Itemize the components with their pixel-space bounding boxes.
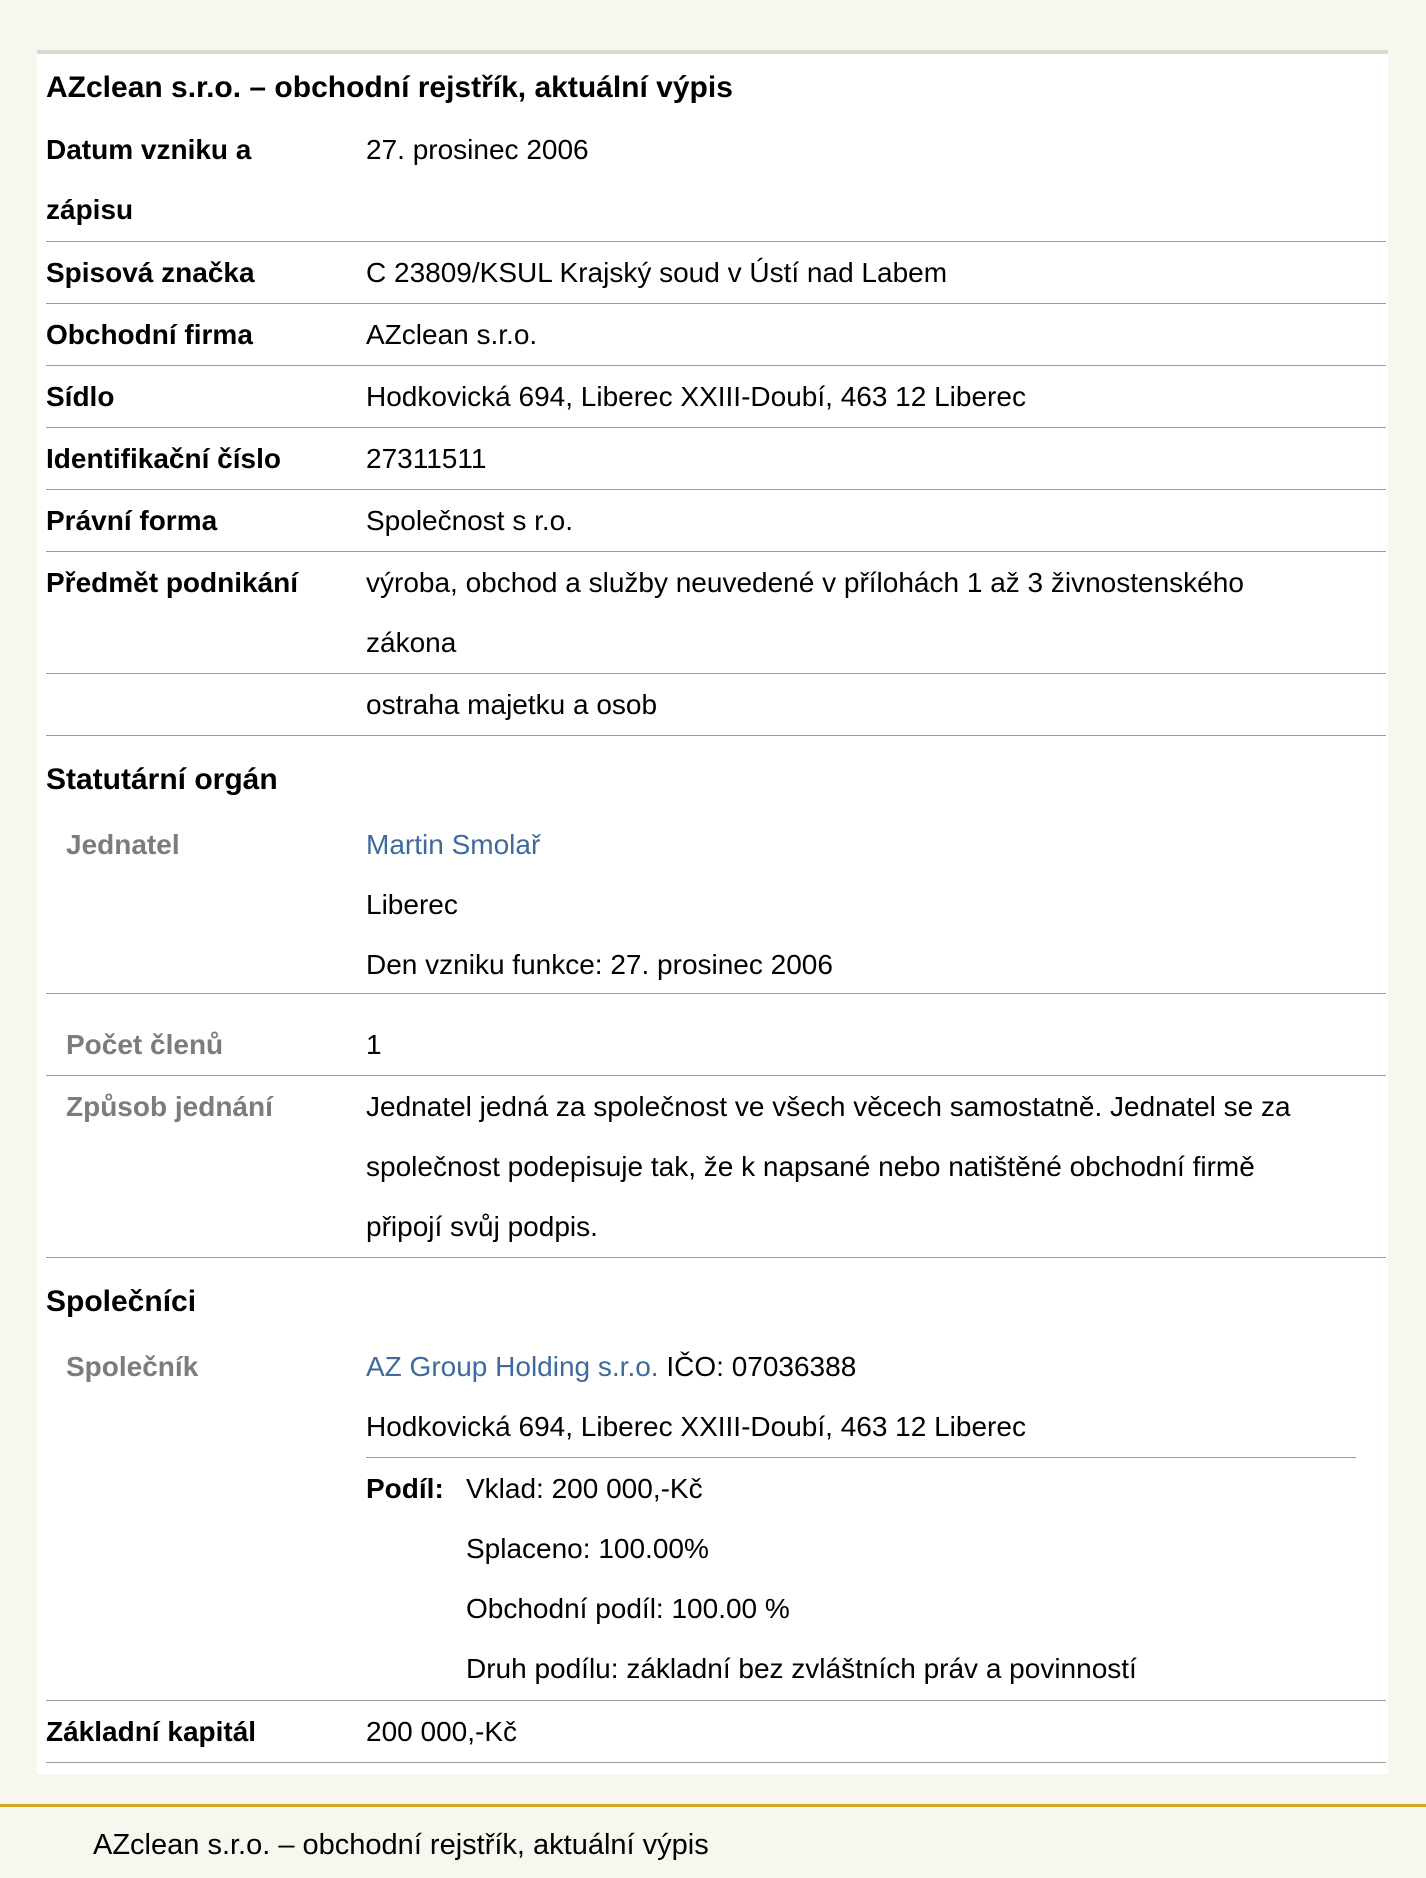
divider-podil: [366, 1457, 1356, 1458]
label-pravni-forma: Právní forma: [46, 505, 218, 536]
divider: [46, 993, 1386, 994]
label-sidlo: Sídlo: [46, 381, 115, 412]
link-jednatel-name[interactable]: Martin Smolař: [366, 829, 541, 860]
value-spisova-znacka: C 23809/KSUL Krajský soud v Ústí nad Labem: [366, 257, 948, 288]
divider: [46, 735, 1386, 736]
label-zpusob-jednani: Způsob jednání: [66, 1091, 273, 1122]
value-vklad: Vklad: 200 000,-Kč: [466, 1473, 703, 1504]
value-zpusob-1: Jednatel jedná za společnost ve všech věcech samostatně. Jednatel se za: [366, 1091, 1291, 1122]
value-splaceno: Splaceno: 100.00%: [466, 1533, 709, 1564]
value-obchodni-podil: Obchodní podíl: 100.00 %: [466, 1593, 790, 1624]
label-zakladni-kapital: Základní kapitál: [46, 1716, 257, 1747]
value-sidlo: Hodkovická 694, Liberec XXIII-Doubí, 463 12 Liberec: [366, 381, 1026, 412]
value-predmet-2: ostraha majetku a osob: [366, 689, 658, 720]
value-spolecnik-ico: IČO: 07036388: [666, 1351, 857, 1382]
label-spolecnik: Společník: [66, 1351, 199, 1382]
value-ico: 27311511: [366, 443, 487, 474]
divider: [46, 551, 1386, 552]
value-zpusob-2: společnost podepisuje tak, že k napsané nebo natištěné obchodní firmě: [366, 1151, 1255, 1182]
divider: [46, 673, 1386, 674]
label-datum-vzniku-2: zápisu: [46, 194, 134, 225]
value-zakladni-kapital: 200 000,-Kč: [366, 1716, 517, 1747]
value-jednatel-city: Liberec: [366, 889, 458, 920]
footer-rule: [0, 1804, 1426, 1807]
divider: [46, 303, 1386, 304]
value-spolecnik-address: Hodkovická 694, Liberec XXIII-Doubí, 463 12 Liberec: [366, 1411, 1026, 1442]
value-obchodni-firma: AZclean s.r.o.: [366, 319, 538, 350]
value-pravni-forma: Společnost s r.o.: [366, 505, 574, 536]
label-pocet-clenu: Počet členů: [66, 1029, 224, 1060]
value-pocet-clenu: 1: [366, 1029, 382, 1060]
label-obchodni-firma: Obchodní firma: [46, 319, 253, 350]
value-datum-vzniku: 27. prosinec 2006: [366, 134, 589, 165]
divider: [46, 241, 1386, 242]
label-predmet-podnikani: Předmět podnikání: [46, 567, 299, 598]
value-zpusob-3: připojí svůj podpis.: [366, 1211, 598, 1242]
divider: [46, 427, 1386, 428]
divider: [46, 365, 1386, 366]
page-title: AZclean s.r.o. – obchodní rejstřík, aktuální výpis: [46, 71, 733, 104]
divider: [46, 1257, 1386, 1258]
link-spolecnik-name[interactable]: AZ Group Holding s.r.o.: [366, 1351, 659, 1382]
divider: [46, 1075, 1386, 1076]
section-statutarni-organ: Statutární orgán: [46, 763, 278, 796]
label-ico: Identifikační číslo: [46, 443, 281, 474]
divider: [46, 489, 1386, 490]
section-spolecnici: Společníci: [46, 1285, 197, 1318]
divider: [46, 1700, 1386, 1701]
value-jednatel-since: Den vzniku funkce: 27. prosinec 2006: [366, 949, 833, 980]
value-druh-podilu: Druh podílu: základní bez zvláštních práv a povinností: [466, 1653, 1137, 1684]
value-predmet-1a: výroba, obchod a služby neuvedené v přílohách 1 až 3 živnostenského: [366, 567, 1244, 598]
label-spisova-znacka: Spisová značka: [46, 257, 255, 288]
value-predmet-1b: zákona: [366, 627, 457, 658]
divider: [46, 1762, 1386, 1763]
label-datum-vzniku-1: Datum vzniku a: [46, 134, 252, 165]
label-podil: Podíl:: [366, 1473, 444, 1504]
footer-caption: AZclean s.r.o. – obchodní rejstřík, aktuální výpis: [93, 1829, 709, 1861]
label-jednatel: Jednatel: [66, 829, 180, 860]
